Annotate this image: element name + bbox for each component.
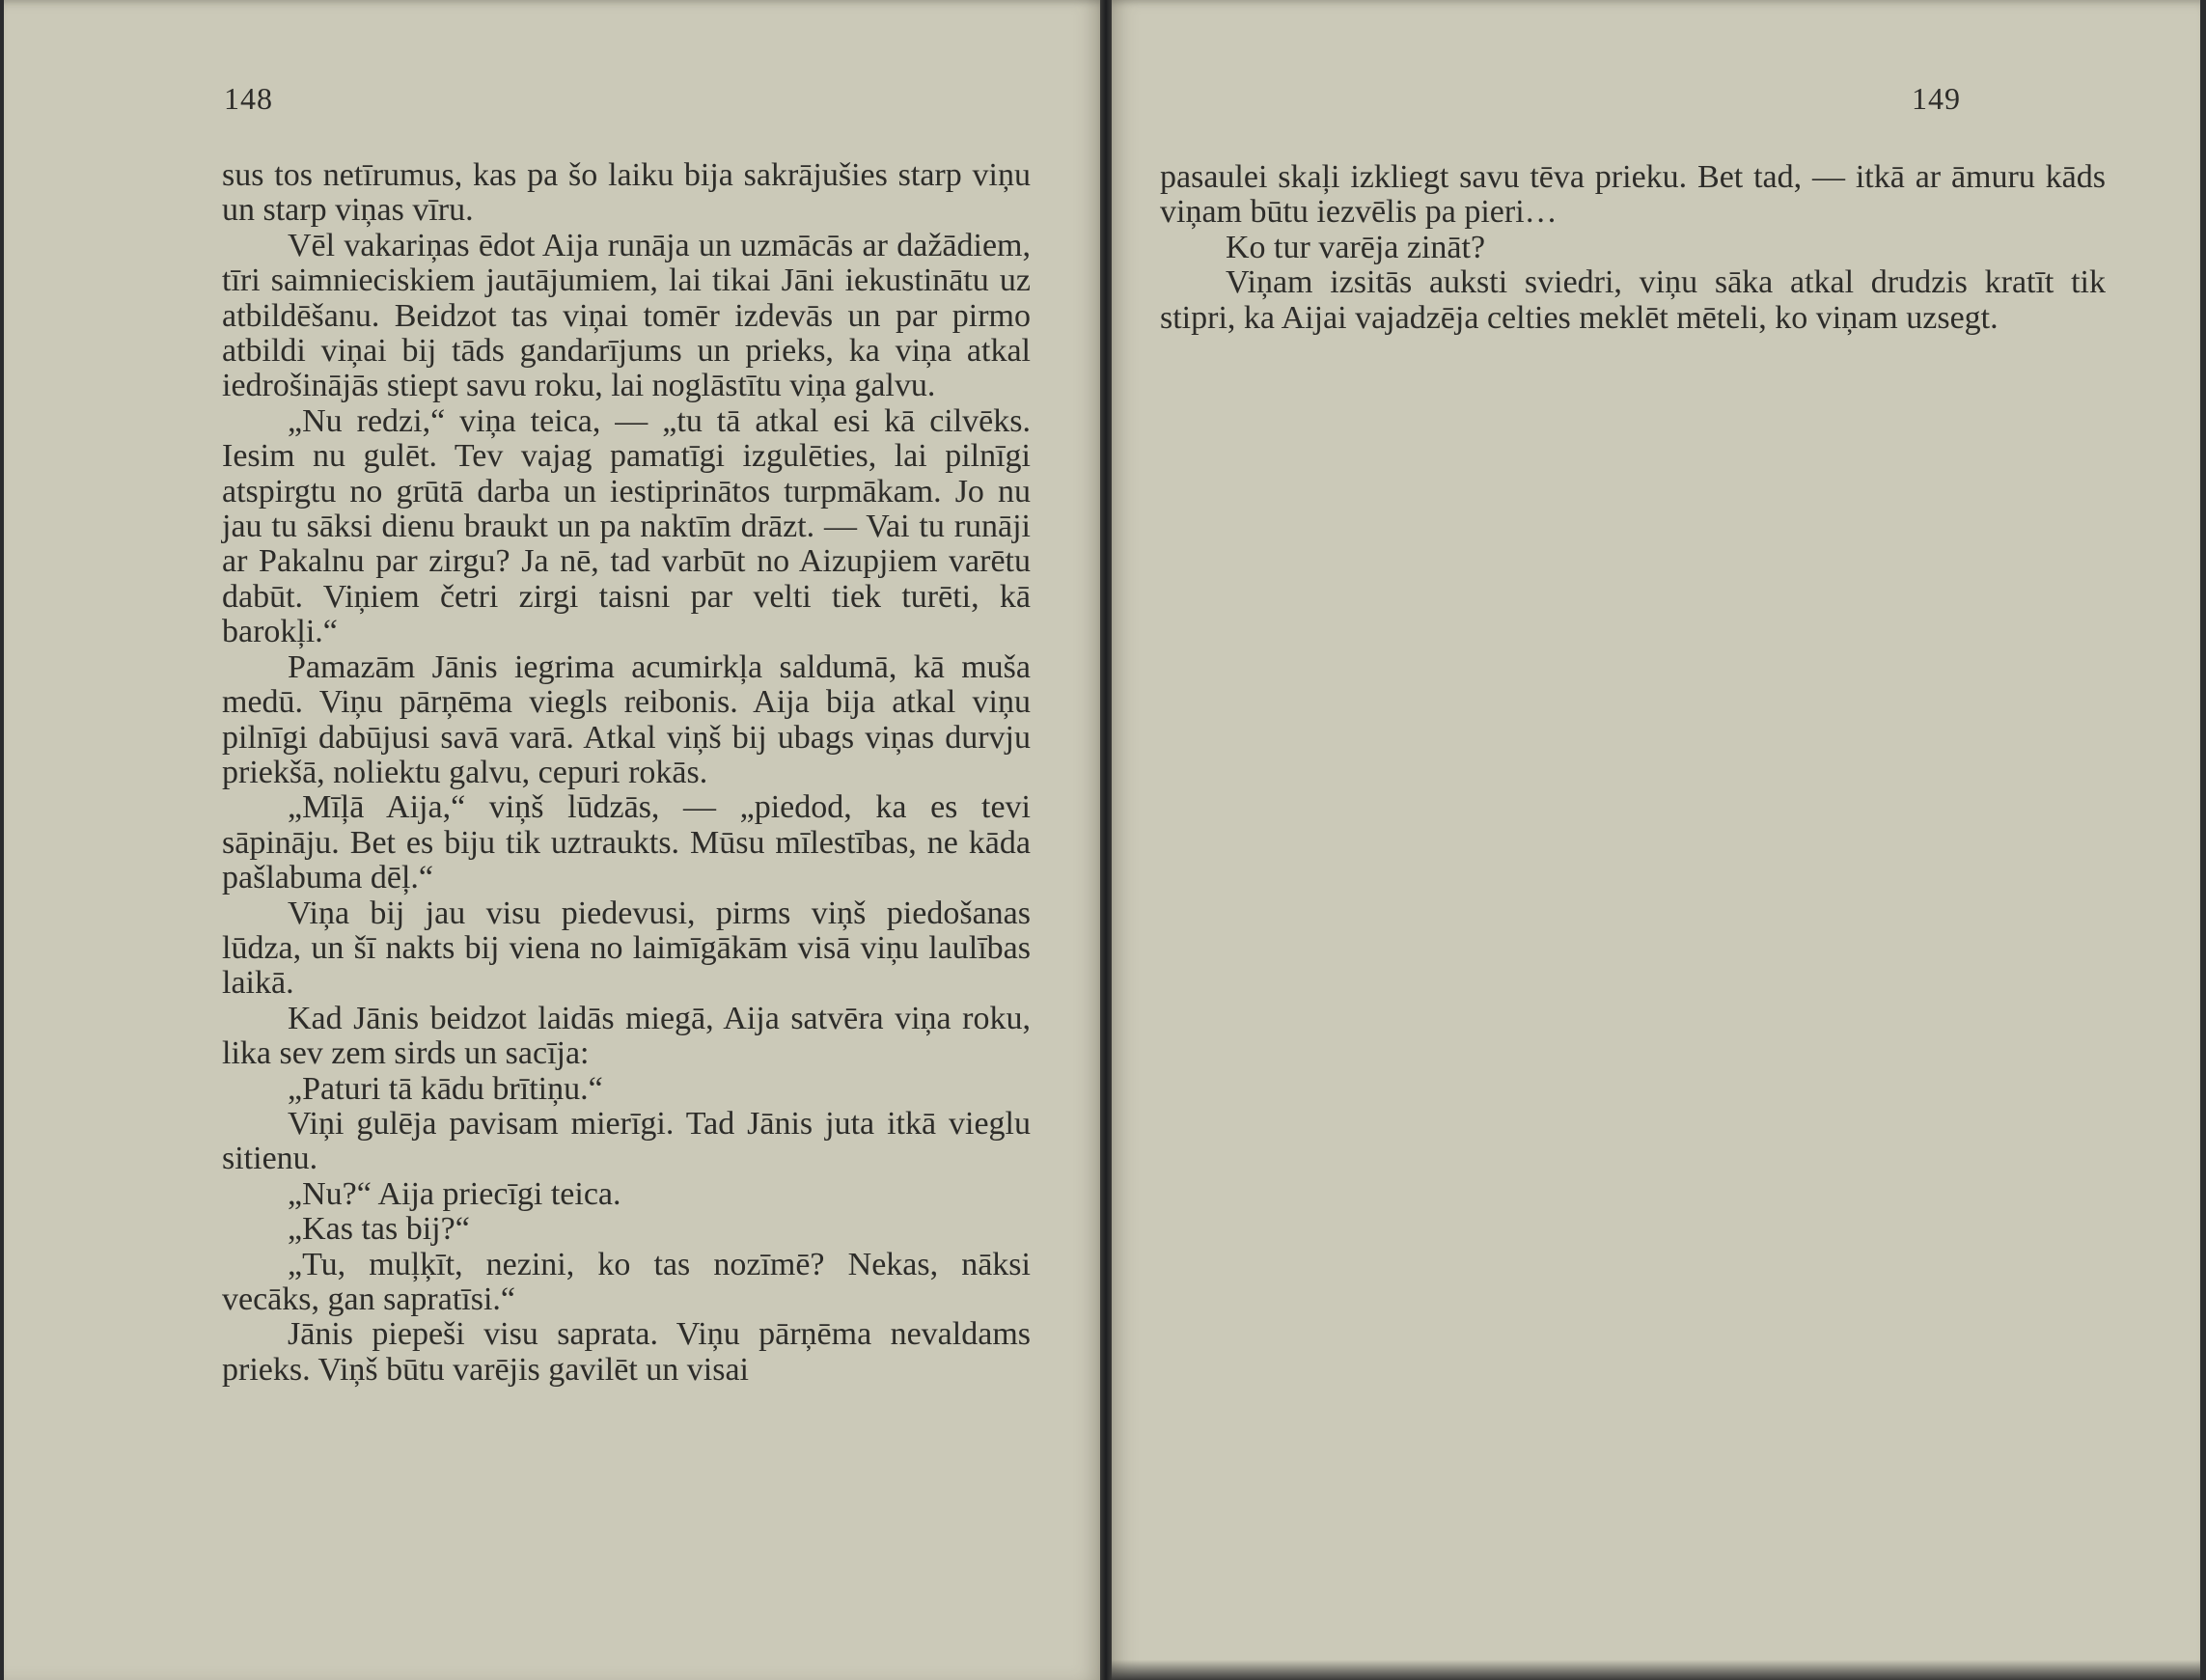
paragraph: sus tos netīrumus, kas pa šo laiku bija sakrājušies starp viņu un starp viņas vīru. xyxy=(222,157,1031,229)
page-number-right: 149 xyxy=(1912,81,1961,116)
paragraph: Viņi gulēja pavisam mierīgi. Tad Jānis juta itkā vieglu sitienu. xyxy=(222,1105,1031,1177)
right-page-text xyxy=(1160,160,2106,336)
book-gutter xyxy=(1100,0,1112,1680)
page-number-left: 148 xyxy=(224,81,273,116)
paragraph: „Nu redzi,“ viņa teica, — „tu tā atkal esi kā cilvēks. Iesim nu gulēt. Tev vajag pamatīgi izgulēties, lai pilnīgi atspirgtu no grūtā darba un iestiprinātos turpmākam. Jo nu jau tu sāksi dienu braukt un pa naktīm drāzt. — Vai tu runāji ar Pakalnu par zirgu? Ja nē, tad varbūt no Aizupjiem varētu dabūt. Viņiem četri zirgi taisni par velti tiek turēti, kā barokļi.“ xyxy=(222,402,1031,650)
paragraph: Kad Jānis beidzot laidās miegā, Aija satvēra viņa roku, lika sev zem sirds un sacīja: xyxy=(222,1000,1031,1072)
paragraph: Vēl vakariņas ēdot Aija runāja un uzmācās ar dažādiem, tīri saimnieciskiem jautājumiem, lai tikai Jāni iekustinātu uz atbildēšanu. Beidzot tas viņai tomēr izdevās un par pirmo atbildi viņai bij tāds gandarījums un prieks, ka viņa atkal iedrošinājās stiept savu roku, lai noglāstītu viņa galvu. xyxy=(222,227,1031,404)
paragraph: Viņa bij jau visu piedevusi, pirms viņš piedošanas lūdza, un šī nakts bij viena no laimīgākām visā viņu laulības laikā. xyxy=(222,895,1031,1002)
paragraph: „Mīļā Aija,“ viņš lūdzās, — „piedod, ka es tevi sāpināju. Bet es biju tik uztraukts. Mūsu mīlestības, ne kāda pašlabuma dēļ.“ xyxy=(222,789,1031,896)
paragraph: Ko tur varēja zināt? xyxy=(1226,229,1486,265)
right-page xyxy=(1112,0,2200,1680)
paragraph: „Kas tas bij?“ xyxy=(288,1211,470,1248)
paragraph: Viņam izsitās auksti sviedri, viņu sāka atkal drudzis kratīt tik stipri, ka Aijai vajadzēja celties meklēt mēteli, ko viņam uzsegt. xyxy=(1160,264,2106,336)
paragraph: „Paturi tā kādu brītiņu.“ xyxy=(288,1070,603,1107)
left-page-text xyxy=(222,158,1031,1388)
paragraph: Pamazām Jānis iegrima acumirkļa saldumā, kā muša medū. Viņu pārņēma viegls reibonis. Aija bija atkal viņu pilnīgi dabūjusi savā varā. Atkal viņš bij ubags viņas durvju priekšā, noliektu galvu, cepuri rokās. xyxy=(222,648,1031,790)
paragraph: pasaulei skaļi izkliegt savu tēva prieku. Bet tad, — itkā ar āmuru kāds viņam būtu iezvēlis pa pieri… xyxy=(1160,159,2106,231)
scan-bottom-edge xyxy=(1112,1660,2200,1680)
paragraph: „Tu, muļķīt, nezini, ko tas nozīmē? Nekas, nāksi vecāks, gan sapratīsi.“ xyxy=(222,1246,1031,1317)
paragraph: „Nu?“ Aija priecīgi teica. xyxy=(288,1175,621,1212)
left-page xyxy=(4,0,1100,1680)
paragraph: Jānis piepeši visu saprata. Viņu pārņēma nevaldams prieks. Viņš būtu varējis gavilēt un visai xyxy=(222,1316,1031,1388)
